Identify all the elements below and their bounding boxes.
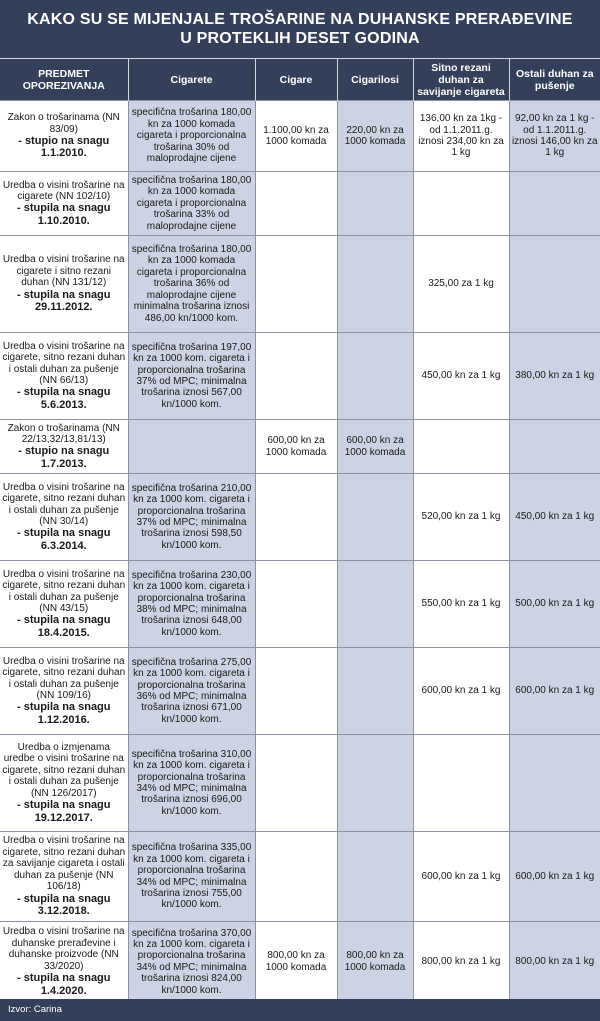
legal-basis: Uredba o visini trošarine na cigarete i sitno rezani duhan (NN 131/12) [2, 254, 125, 289]
table-row [0, 333, 600, 420]
fine-cut-cell [413, 420, 509, 474]
cigarillos-cell: 800,00 kn za 1000 komada [337, 922, 413, 1002]
table-row [0, 561, 600, 648]
source-footer: Izvor: Carina [0, 999, 600, 1021]
subject-cell [0, 101, 128, 172]
effective-date: - stupila na snagu 1.10.2010. [16, 202, 111, 227]
legal-basis: Uredba o visini trošarine na cigarete, sitno rezani duhan i ostali duhan za pušenje (NN 30/14) [2, 481, 126, 527]
cigars-cell [255, 333, 337, 420]
other-tobacco-cell: 380,00 kn za 1 kg [509, 333, 600, 420]
subject-cell [0, 474, 128, 561]
effective-date: - stupila na snagu 5.6.2013. [16, 386, 111, 411]
cigars-cell [255, 236, 337, 333]
cigarettes-cell: specifična trošarina 180,00 kn za 1000 komada cigareta i proporcionalna trošarina 36% od maloprodajne cijene minimalna trošarina iznosi 486,00 kn/1000 kom. [128, 236, 255, 333]
cigarettes-cell: specifična trošarina 197,00 kn za 1000 kom. cigareta i proporcionalna trošarina 37% od MPC; minimalna trošarina iznosi 567,00 kn/1000 kom. [128, 333, 255, 420]
legal-basis: Uredba o visini trošarine na cigarete, sitno rezani duhan za savijanje cigareta i ostali duhan za pušenje (NN 106/18) [2, 835, 126, 893]
effective-date: - stupila na snagu 18.4.2015. [16, 614, 111, 639]
other-tobacco-cell [509, 420, 600, 474]
cigarillos-cell [337, 474, 413, 561]
fine-cut-cell: 136,00 kn za 1kg - od 1.1.2011.g. iznosi 234,00 kn za 1 kg [413, 101, 509, 172]
cigarillos-cell: 220,00 kn za 1000 komada [337, 101, 413, 172]
fine-cut-cell: 550,00 kn za 1 kg [413, 561, 509, 648]
effective-date: - stupila na snagu 29.11.2012. [16, 288, 111, 314]
other-tobacco-cell: 500,00 kn za 1 kg [509, 561, 600, 648]
effective-date: - stupila na snagu 19.12.2017. [16, 799, 111, 824]
legal-basis: Zakon o trošarinama (NN 22/13,32/13,81/13) [7, 422, 120, 445]
title-line-2: U PROTEKLIH DESET GODINA [180, 30, 420, 47]
title-banner [0, 0, 600, 58]
fine-cut-cell [413, 735, 509, 832]
subject-cell [0, 922, 128, 1002]
other-tobacco-cell: 600,00 kn za 1 kg [509, 648, 600, 735]
other-tobacco-cell: 450,00 kn za 1 kg [509, 474, 600, 561]
cigarettes-cell: specifična trošarina 180,00 kn za 1000 komada cigareta i proporcionalna trošarina 33% od maloprodajne cijene [128, 172, 255, 236]
subject-cell [0, 735, 128, 832]
cigars-cell [255, 172, 337, 236]
effective-date: - stupila na snagu 1.12.2016. [16, 701, 111, 726]
legal-basis: Uredba o visini trošarine na cigarete (NN 102/10) [2, 179, 125, 202]
legal-basis: Uredba o visini trošarine na cigarete, sitno rezani duhan i ostali duhan za pušenje (NN 109/16) [2, 655, 126, 701]
table-row [0, 922, 600, 1002]
header-cigarillos: Cigarilosi [337, 59, 413, 101]
fine-cut-cell: 325,00 za 1 kg [413, 236, 509, 333]
cigarillos-cell [337, 648, 413, 735]
subject-cell [0, 832, 128, 922]
cigarettes-cell: specifična trošarina 335,00 kn za 1000 kom. cigareta i proporcionalna trošarina 34% od MPC; minimalna trošarina iznosi 755,00 kn/1000 kom. [128, 832, 255, 922]
header-row [0, 59, 600, 101]
table-row [0, 101, 600, 172]
subject-cell [0, 172, 128, 236]
other-tobacco-cell [509, 172, 600, 236]
subject-cell [0, 420, 128, 474]
legal-basis: Uredba o visini trošarine na cigarete, sitno rezani duhan i ostali duhan za pušenje (NN 66/13) [2, 340, 126, 386]
cigars-cell [255, 735, 337, 832]
subject-cell [0, 236, 128, 333]
table-row [0, 474, 600, 561]
cigarillos-cell: 600,00 kn za 1000 komada [337, 420, 413, 474]
subject-cell [0, 561, 128, 648]
effective-date: - stupila na snagu 3.12.2018. [16, 892, 111, 918]
legal-basis: Uredba o visini trošarine na cigarete, sitno rezani duhan i ostali duhan za pušenje (NN 43/15) [2, 568, 126, 614]
cigarillos-cell [337, 333, 413, 420]
header-subject: PREDMET OPOREZIVANJA [0, 59, 128, 101]
other-tobacco-cell: 800,00 kn za 1 kg [509, 922, 600, 1002]
cigars-cell [255, 832, 337, 922]
cigarettes-cell [128, 420, 255, 474]
effective-date: - stupila na snagu 1.4.2020. [16, 972, 111, 997]
cigars-cell [255, 474, 337, 561]
cigars-cell: 600,00 kn za 1000 komada [255, 420, 337, 474]
fine-cut-cell: 600,00 kn za 1 kg [413, 648, 509, 735]
effective-date: - stupio na snagu 1.7.2013. [18, 445, 110, 470]
cigars-cell: 800,00 kn za 1000 komada [255, 922, 337, 1002]
legal-basis: Zakon o trošarinama (NN 83/09) [7, 112, 120, 135]
table-row [0, 420, 600, 474]
fine-cut-cell [413, 172, 509, 236]
cigarettes-cell: specifična trošarina 310,00 kn za 1000 kom. cigareta i proporcionalna trošarina 34% od MPC; minimalna trošarina iznosi 696,00 kn/1000 kom. [128, 735, 255, 832]
table-row [0, 832, 600, 922]
cigarillos-cell [337, 735, 413, 832]
other-tobacco-cell: 600,00 kn za 1 kg [509, 832, 600, 922]
header-cigarettes: Cigarete [128, 59, 255, 101]
cigarillos-cell [337, 172, 413, 236]
cigars-cell: 1.100,00 kn za 1000 komada [255, 101, 337, 172]
legal-basis: Uredba o visini trošarine na duhanske prerađevine i duhanske proizvode (NN 33/2020) [2, 926, 125, 972]
header-fine-cut: Sitno rezani duhan za savijanje cigareta [413, 59, 509, 101]
cigarillos-cell [337, 561, 413, 648]
excise-table [0, 58, 600, 1002]
legal-basis: Uredba o izmjenama uredbe o visini trošarine na cigarete, sitno rezani duhan i ostali duhan za pušenje (NN 126/2017) [2, 741, 126, 799]
effective-date: - stupio na snagu 1.1.2010. [18, 134, 110, 160]
cigars-cell [255, 648, 337, 735]
cigarettes-cell: specifična trošarina 230,00 kn za 1000 kom. cigareta i proporcionalna trošarina 38% od MPC; minimalna trošarina iznosi 648,00 kn/1000 kom. [128, 561, 255, 648]
fine-cut-cell: 520,00 kn za 1 kg [413, 474, 509, 561]
table-row [0, 172, 600, 236]
cigars-cell [255, 561, 337, 648]
effective-date: - stupila na snagu 6.3.2014. [16, 527, 111, 552]
fine-cut-cell: 800,00 kn za 1 kg [413, 922, 509, 1002]
fine-cut-cell: 600,00 kn za 1 kg [413, 832, 509, 922]
cigarillos-cell [337, 236, 413, 333]
cigarillos-cell [337, 832, 413, 922]
fine-cut-cell: 450,00 kn za 1 kg [413, 333, 509, 420]
subject-cell [0, 333, 128, 420]
header-cigars: Cigare [255, 59, 337, 101]
table-row [0, 236, 600, 333]
title-line-1: KAKO SU SE MIJENJALE TROŠARINE NA DUHANSKE PRERAĐEVINE [27, 11, 573, 28]
other-tobacco-cell: 92,00 kn za 1 kg - od 1.1.2011.g. iznosi 146,00 kn za 1 kg [509, 101, 600, 172]
cigarettes-cell: specifična trošarina 370,00 kn za 1000 kom. cigareta i proporcionalna trošarina 34% od MPC; minimalna trošarina iznosi 824,00 kn/1000 kom. [128, 922, 255, 1002]
cigarettes-cell: specifična trošarina 210,00 kn za 1000 kom. cigareta i proporcionalna trošarina 37% od MPC; minimalna trošarina iznosi 598,50 kn/1000 kom. [128, 474, 255, 561]
cigarettes-cell: specifična trošarina 275,00 kn za 1000 kom. cigareta i proporcionalna trošarina 36% od MPC; minimalna trošarina iznosi 671,00 kn/1000 kom. [128, 648, 255, 735]
other-tobacco-cell [509, 236, 600, 333]
other-tobacco-cell [509, 735, 600, 832]
subject-cell [0, 648, 128, 735]
table-row [0, 735, 600, 832]
cigarettes-cell: specifična trošarina 180,00 kn za 1000 komada cigareta i proporcionalna trošarina 30% od maloprodajne cijene [128, 101, 255, 172]
table-row [0, 648, 600, 735]
header-other-tobacco: Ostali duhan za pušenje [509, 59, 600, 101]
